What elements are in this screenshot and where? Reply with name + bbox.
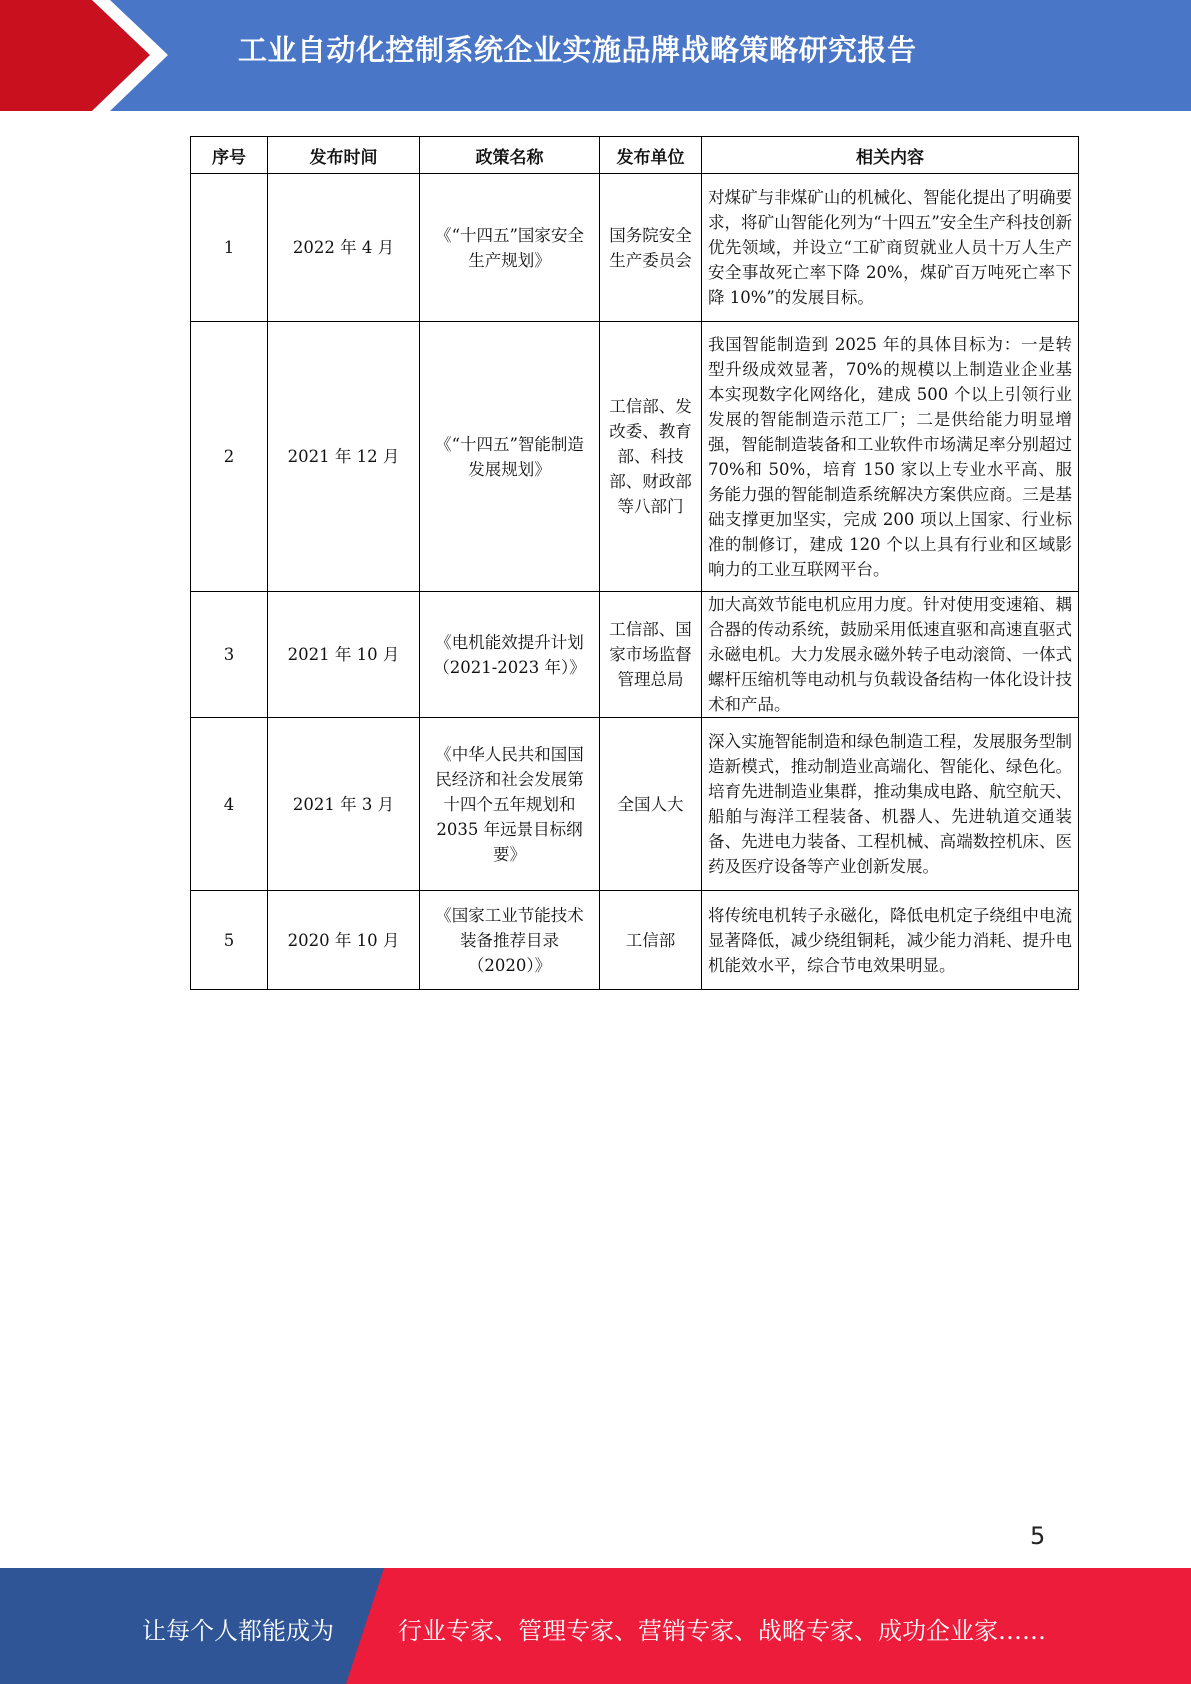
cell-content: 对煤矿与非煤矿山的机械化、智能化提出了明确要求，将矿山智能化列为“十四五”安全生产科技创新优先领域，并设立“工矿商贸就业人员十万人生产安全事故死亡率下降 20%，煤矿百万吨死亡率下降 10%”的发展目标。 [702,174,1079,322]
cell-issuer: 工信部 [600,891,702,990]
cell-policy-name: 《“十四五”国家安全生产规划》 [420,174,600,322]
header-content: 相关内容 [702,137,1079,174]
page-footer [0,1568,1191,1684]
cell-date: 2022 年 4 月 [268,174,420,322]
cell-no: 4 [191,718,268,891]
cell-content: 深入实施智能制造和绿色制造工程，发展服务型制造新模式，推动制造业高端化、智能化、绿色化。培育先进制造业集群，推动集成电路、航空航天、船舶与海洋工程装备、机器人、先进轨道交通装备、先进电力装备、工程机械、高端数控机床、医药及医疗设备等产业创新发展。 [702,718,1079,891]
cell-content: 将传统电机转子永磁化，降低电机定子绕组中电流显著降低，减少绕组铜耗，减少能力消耗、提升电机能效水平，综合节电效果明显。 [702,891,1079,990]
cell-no: 2 [191,322,268,592]
cell-policy-name: 《国家工业节能技术装备推荐目录（2020）》 [420,891,600,990]
header-no: 序号 [191,137,268,174]
page-header [0,0,1191,111]
table-header-row [191,137,1079,174]
cell-issuer: 工信部、发改委、教育部、科技部、财政部等八部门 [600,322,702,592]
table-row [191,174,1079,322]
cell-date: 2021 年 10 月 [268,592,420,718]
table-row [191,322,1079,592]
header-issuer: 发布单位 [600,137,702,174]
header-date: 发布时间 [268,137,420,174]
table-row [191,891,1079,990]
cell-no: 1 [191,174,268,322]
cell-no: 5 [191,891,268,990]
cell-policy-name: 《“十四五”智能制造发展规划》 [420,322,600,592]
cell-content: 加大高效节能电机应用力度。针对使用变速箱、耦合器的传动系统，鼓励采用低速直驱和高速直驱式永磁电机。大力发展永磁外转子电动滚筒、一体式螺杆压缩机等电动机与负载设备结构一体化设计技术和产品。 [702,592,1079,718]
cell-date: 2020 年 10 月 [268,891,420,990]
cell-policy-name: 《电机能效提升计划（2021-2023 年）》 [420,592,600,718]
header-policy-name: 政策名称 [420,137,600,174]
report-title: 工业自动化控制系统企业实施品牌战略策略研究报告 [238,33,917,67]
page-number: 5 [1030,1522,1046,1550]
cell-issuer: 全国人大 [600,718,702,891]
table-row [191,592,1079,718]
policy-table [190,136,1079,990]
cell-content: 我国智能制造到 2025 年的具体目标为：一是转型升级成效显著，70%的规模以上制造业企业基本实现数字化网络化，建成 500 个以上引领行业发展的智能制造示范工厂；二是供给能力明显增强，智能制造装备和工业软件市场满足率分别超过 70%和 50%，培育 150 家以上专业水平高、服务能力强的智能制造系统解决方案供应商。三是基础支撑更加坚实，完成 200 项以上国家、行业标准的制修订，建成 120 个以上具有行业和区域影响力的工业互联网平台。 [702,322,1079,592]
cell-policy-name: 《中华人民共和国国民经济和社会发展第十四个五年规划和 2035 年远景目标纲要》 [420,718,600,891]
table-row [191,718,1079,891]
footer-slogan-right: 行业专家、管理专家、营销专家、战略专家、成功企业家…… [398,1617,1046,1645]
cell-date: 2021 年 12 月 [268,322,420,592]
cell-issuer: 工信部、国家市场监督管理总局 [600,592,702,718]
cell-no: 3 [191,592,268,718]
footer-slogan-left: 让每个人都能成为 [142,1617,334,1645]
cell-issuer: 国务院安全生产委员会 [600,174,702,322]
cell-date: 2021 年 3 月 [268,718,420,891]
